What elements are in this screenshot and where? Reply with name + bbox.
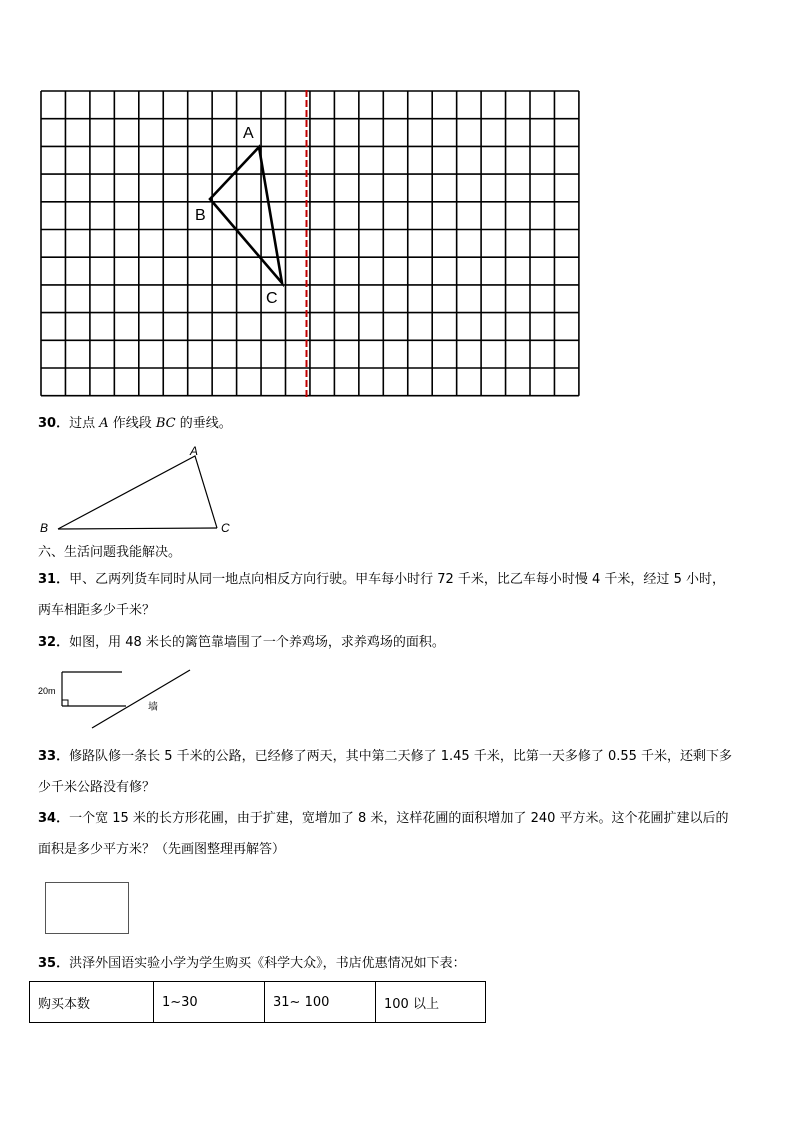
chicken-farm-figure — [30, 664, 210, 734]
question-31: 31．甲、乙两列货车同时从同一地点向相反方向行驶。甲车每小时行 72 千米，比乙车每小时慢 4 千米，经过 5 小时， 两车相距多少千米？ — [38, 572, 725, 618]
point-label-a: A — [243, 125, 254, 142]
point-label-b: B — [195, 207, 206, 224]
vertex-label-a: A — [190, 444, 199, 458]
question-number: 30． — [38, 416, 70, 431]
segment-bc: BC — [155, 416, 176, 431]
table-cell: 1~30 — [154, 982, 265, 1023]
question-34: 34．一个宽 15 米的长方形花圃，由于扩建，宽增加了 8 米，这样花圃的面积增加了 240 平方米。这个花圃扩建以后的 面积是多少平方米？（先画图整理再解答） — [38, 811, 729, 857]
question-32: 32．如图，用 48 米长的篱笆靠墙围了一个养鸡场，求养鸡场的面积。 — [38, 635, 445, 650]
answer-drawing-box — [45, 882, 129, 934]
grid-figure — [0, 0, 794, 400]
vertex-label-b: B — [40, 521, 49, 535]
point-a: A — [99, 416, 109, 431]
table-cell: 100 以上 — [376, 982, 486, 1023]
question-30: 30．过点 A 作线段 BC 的垂线。 — [38, 416, 232, 431]
point-label-c: C — [266, 290, 278, 307]
question-33: 33．修路队修一条长 5 千米的公路，已经修了两天，其中第二天修了 1.45 千米，比第一天多修了 0.55 千米，还剩下多 少千米公路没有修？ — [38, 749, 733, 795]
grid — [41, 91, 579, 396]
discount-table — [29, 981, 486, 1023]
vertex-label-c: C — [221, 521, 230, 535]
table-cell: 31~ 100 — [265, 982, 376, 1023]
question-35: 35．洪泽外国语实验小学为学生购买《科学大众》，书店优惠情况如下表： — [38, 956, 466, 971]
wall-label: 墙 — [148, 702, 158, 713]
section-six-title: 六、生活问题我能解决。 — [38, 545, 182, 560]
table-cell: 购买本数 — [30, 982, 154, 1023]
table-row — [30, 982, 486, 1023]
triangle-figure — [30, 440, 250, 540]
side-label-20m: 20m — [38, 686, 56, 696]
triangle-abc — [210, 147, 282, 283]
